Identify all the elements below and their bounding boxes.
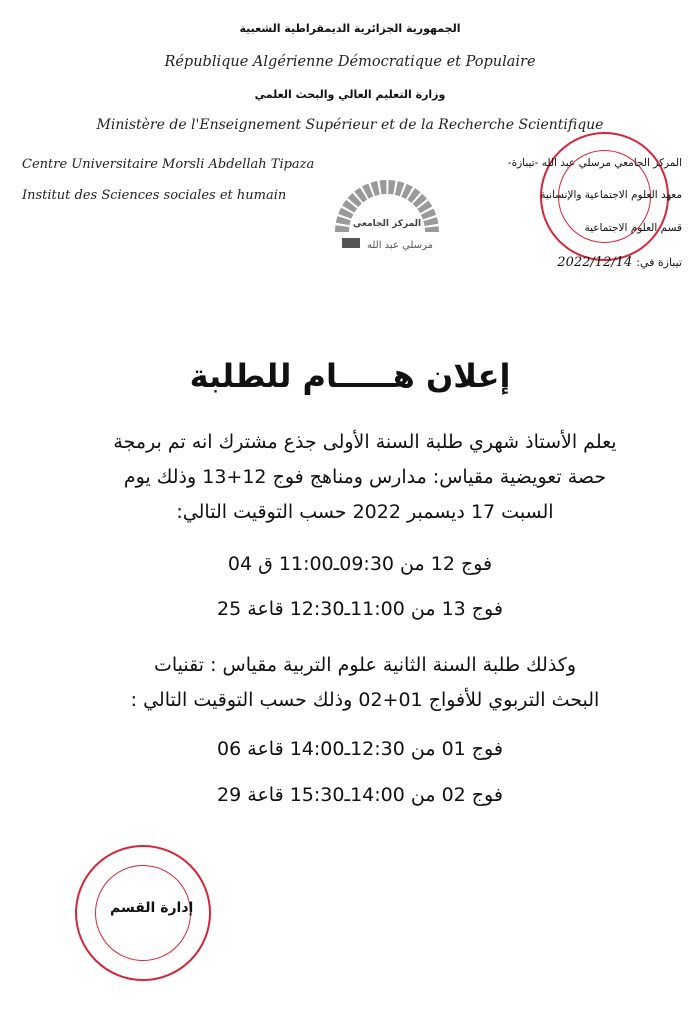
logo-graphic <box>322 180 452 260</box>
paragraph-2-line-2: البحث التربوي للأفواج 01+02 وذلك حسب التوقيت التالي : <box>130 689 600 711</box>
notice-paragraph-2 <box>70 648 660 718</box>
schedule-group-02: فوج 02 من 14:00ـ15:30 قاعة 29 <box>217 784 503 806</box>
logo-name: مرسلي عبد الله <box>367 240 433 251</box>
centre-french: Centre Universitaire Morsli Abdellah Tipaza <box>22 157 315 172</box>
paragraph-2-line-1: وكذلك طلبة السنة الثانية علوم التربية مقياس : تقنيات <box>153 654 577 676</box>
paragraph-1-line-3: السبت 17 ديسمبر 2022 حسب التوقيت التالي: <box>176 501 554 523</box>
schedule-group-12: فوج 12 من 09:30ـ11:00 ق 04 <box>227 553 493 575</box>
institute-french: Institut des Sciences sociales et humain <box>22 188 287 203</box>
paragraph-1-line-2: حصة تعويضية مقياس: مدارس ومناهج فوج 12+13 وذلك يوم <box>123 466 607 488</box>
department-administration-signature: إدارة القسم <box>110 900 194 916</box>
logo-text: المركز الجامعي <box>352 219 422 229</box>
institute-arabic: معهد العلوم الاجتماعية والإنسانية <box>540 189 682 201</box>
centre-arabic: المركز الجامعي مرسلي عبد الله -تيبازة- <box>507 157 682 169</box>
paragraph-1-line-1: يعلم الأستاذ شهري طلبة السنة الأولى جذع مشترك انه تم برمجة <box>113 431 617 453</box>
document-date: 2022/12/14 <box>557 255 633 270</box>
university-logo <box>322 180 452 260</box>
notice-paragraph-1 <box>70 425 660 530</box>
republic-arabic: الجمهورية الجزائرية الديمقراطية الشعبية <box>239 22 461 35</box>
republic-french: République Algérienne Démocratique et Populaire <box>164 54 536 70</box>
ministry-french: Ministère de l'Enseignement Supérieur et de la Recherche Scientifique <box>96 117 604 133</box>
schedule-group-13: فوج 13 من 11:00ـ12:30 قاعة 25 <box>217 598 503 620</box>
department-arabic: قسم العلوم الاجتماعية <box>584 222 682 234</box>
schedule-group-01: فوج 01 من 12:30ـ14:00 قاعة 06 <box>217 738 503 760</box>
place-label: تيبازة في: <box>636 256 682 269</box>
notice-title: إعلان هـــــام للطلبة <box>189 357 511 395</box>
place-date <box>557 255 682 270</box>
ministry-arabic: وزارة التعليم العالي والبحث العلمي <box>254 88 446 101</box>
